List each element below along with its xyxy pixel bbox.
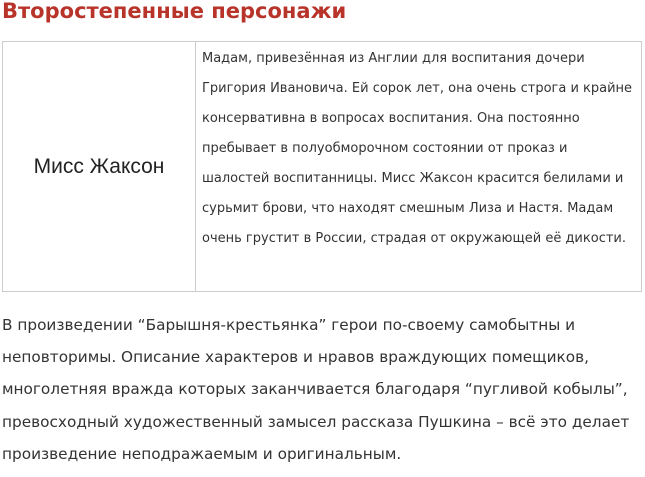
character-description-cell [196,42,642,292]
section-heading: Второстепенные персонажи [2,0,347,23]
characters-table [2,41,642,292]
character-name-cell: Мисс Жаксон [3,42,196,292]
table-row [3,42,642,292]
conclusion-paragraph: В произведении “Барышня-крестьянка” герои по-своему самобытны и неповторимы. Описание характеров и нравов враждующих помещиков, многолетняя вражда которых заканчивается благодаря “пугливой кобылы”, превосходный художественный замысел рассказа Пушкина – всё это делает произведение неподражаемым и оригинальным. [2,316,630,463]
character-description: Мадам, привезённая из Англии для воспитания дочери Григория Ивановича. Ей сорок лет, она очень строга и крайне консервативна в вопросах воспитания. Она постоянно пребывает в полуобморочном состоянии от проказ и шалостей воспитанницы. Мисс Жаксон красится белилами и сурьмит брови, что находят смешным Лиза и Настя. Мадам очень грустит в России, страдая от окружающей её дикости. [202,51,633,246]
